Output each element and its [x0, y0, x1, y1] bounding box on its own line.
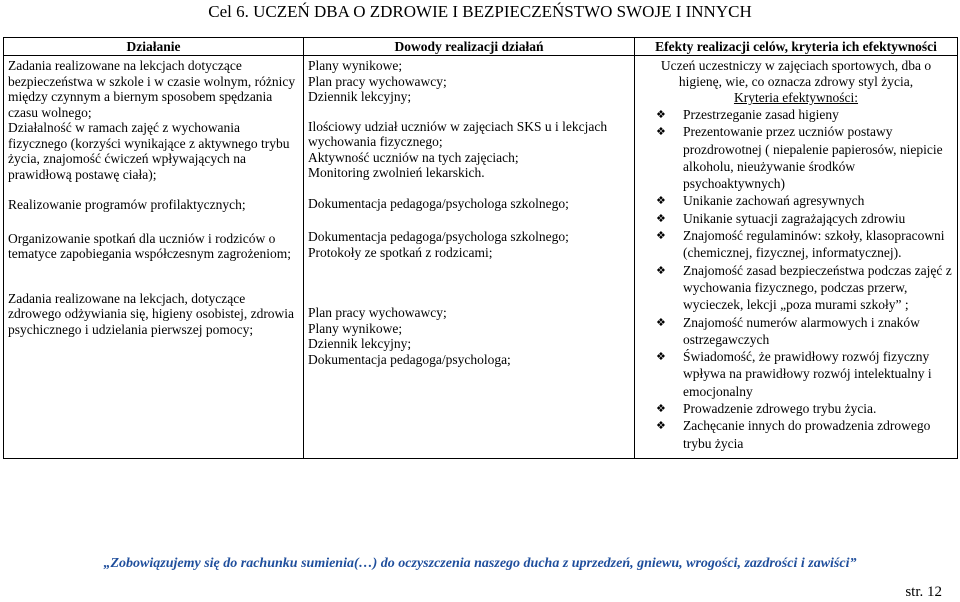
diamond-bullet-icon: ❖	[656, 194, 666, 208]
list-item: ❖ Świadomość, że prawidłowy rozwój fizyczny wpływa na prawidłowy rozwój intelektualny i emocjonalny	[656, 349, 932, 399]
criteria-label: Kryteria efektywności:	[733, 90, 859, 105]
list-item: ❖ Zachęcanie innych do prowadzenia zdrowego trybu życia	[656, 418, 931, 451]
list-item: ❖ Znajomość regulaminów: szkoły, klasopracowni (chemicznej, fizycznej, informatycznej).	[656, 228, 945, 261]
action-item: Realizowanie programów profilaktycznych;	[8, 197, 246, 212]
page-number: str. 12	[905, 584, 942, 600]
action-item: Zadania realizowane na lekcjach dotyczące bezpieczeństwa w szkole i w czasie wolnym, różnicy między czynnym a biernym sposobem spędzania czasu wolnego;	[8, 58, 296, 120]
diamond-bullet-icon: ❖	[656, 125, 666, 139]
criteria-list	[639, 106, 953, 452]
action-item: Działalność w ramach zajęć z wychowania fizycznego (korzyści wynikające z aktywnego trybu życia, znajomość ćwiczeń wpływających na prawidłową postawę ciała);	[8, 120, 290, 182]
header-evidence: Dowody realizacji działań	[304, 38, 635, 56]
list-item: ❖ Unikanie sytuacji zagrażających zdrowiu	[656, 210, 906, 226]
list-item: ❖ Prowadzenie zdrowego trybu życia.	[656, 401, 877, 417]
action-item: Organizowanie spotkań dla uczniów i rodziców o tematyce zapobiegania współczesnym zagrożeniom;	[8, 230, 292, 261]
table-header-row	[4, 38, 958, 56]
diamond-bullet-icon: ❖	[656, 315, 666, 329]
goal-table	[3, 37, 958, 459]
list-item: ❖ Znajomość zasad bezpieczeństwa podczas zajęć z wychowania fizycznego, podczas przerw, wycieczek, lekcji „poza murami szkoły” ;	[656, 262, 952, 313]
motto-quote: „Zobowiązujemy się do rachunku sumienia(…) do oczyszczenia naszego ducha z uprzedzeń, gniewu, wrogości, zazdrości i zawiści”	[103, 556, 857, 571]
evidence-item: Plan pracy wychowawcy; Plany wynikowe; Dziennik lekcyjny; Dokumentacja pedagoga/psychologa;	[308, 305, 511, 367]
actions-cell	[4, 56, 304, 459]
evidence-cell	[304, 56, 635, 459]
evidence-item: Dokumentacja pedagoga/psychologa szkolnego;	[308, 195, 569, 211]
effects-intro: Uczeń uczestniczy w zajęciach sportowych, dba o higienę, wie, co oznacza zdrowy styl życia,	[660, 58, 932, 89]
diamond-bullet-icon: ❖	[656, 263, 666, 277]
table-row	[4, 56, 958, 459]
diamond-bullet-icon: ❖	[656, 108, 666, 121]
page-title: Cel 6. UCZEŃ DBA O ZDROWIE I BEZPIECZEŃSTWO SWOJE I INNYCH	[208, 2, 752, 21]
effects-cell	[635, 56, 958, 459]
diamond-bullet-icon: ❖	[656, 229, 666, 243]
action-item: Zadania realizowane na lekcjach, dotyczące zdrowego odżywiania się, higieny osobistej, zdrowia psychicznego i udzielania pierwszej pomocy;	[8, 290, 295, 337]
diamond-bullet-icon: ❖	[656, 402, 666, 416]
diamond-bullet-icon: ❖	[656, 350, 666, 364]
list-item: ❖ Unikanie zachowań agresywnych	[656, 193, 865, 209]
diamond-bullet-icon: ❖	[656, 211, 666, 225]
list-item: ❖ Prezentowanie przez uczniów postawy prozdrowotnej ( niepalenie papierosów, niepicie alkoholu, nieużywanie środków psychoaktywnych)	[656, 124, 943, 192]
evidence-item: Plany wynikowe; Plan pracy wychowawcy; Dziennik lekcyjny;	[308, 58, 447, 104]
header-effects: Efekty realizacji celów, kryteria ich efektywności	[635, 38, 958, 56]
list-item: ❖ Znajomość numerów alarmowych i znaków ostrzegawczych	[656, 314, 920, 347]
evidence-item: Ilościowy udział uczniów w zajęciach SKS u i lekcjach wychowania fizycznego; Aktywność uczniów na tych zajęciach; Monitoring zwolnień lekarskich.	[308, 118, 608, 180]
list-item: ❖ Przestrzeganie zasad higieny	[656, 107, 839, 122]
header-action: Działanie	[4, 38, 304, 56]
evidence-item: Dokumentacja pedagoga/psychologa szkolnego; Protokoły ze spotkań z rodzicami;	[308, 229, 569, 260]
diamond-bullet-icon: ❖	[656, 419, 666, 433]
